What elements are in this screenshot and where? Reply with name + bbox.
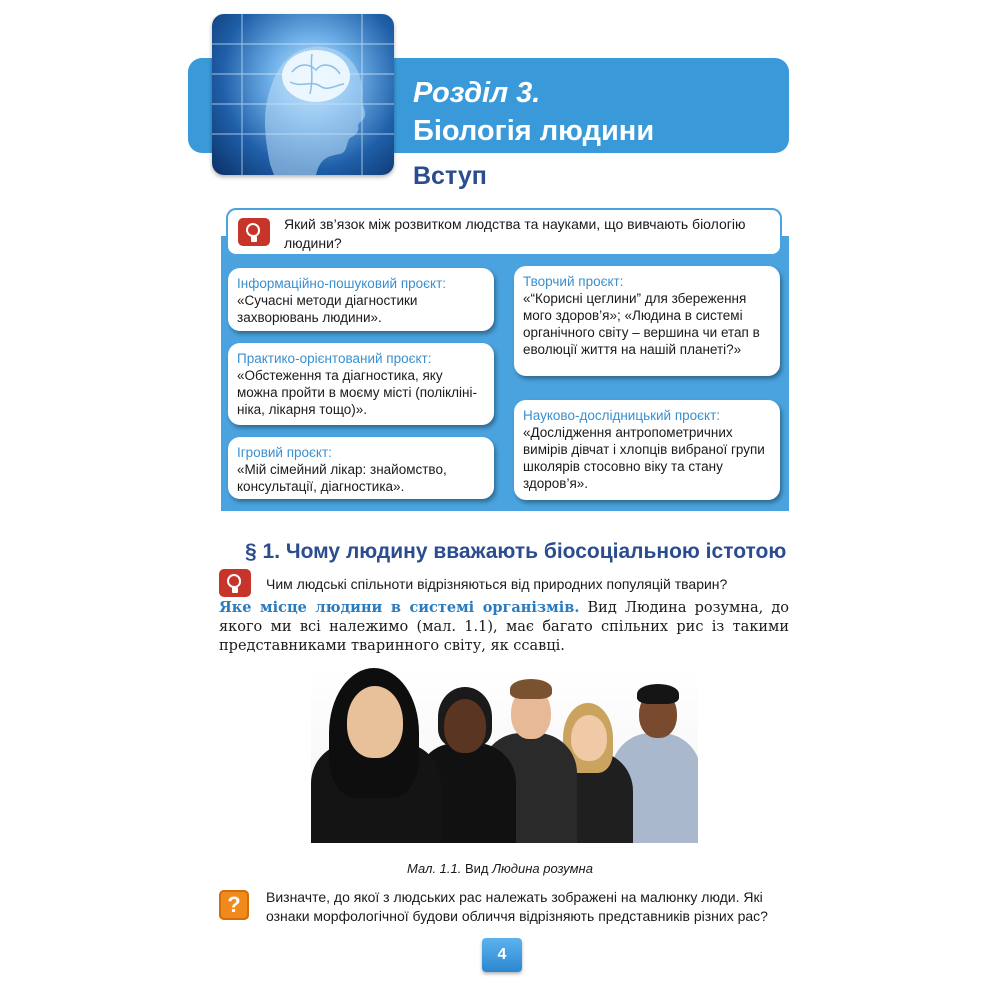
caption-prefix: Мал. 1.1.	[407, 861, 462, 876]
brain-head-icon	[212, 14, 394, 175]
section-title: § 1. Чому людину вважають біосоціальною істотою	[245, 540, 787, 563]
chapter-name: Біологія людини	[413, 115, 655, 147]
figure-caption	[0, 861, 1000, 876]
project-card-info-search	[228, 268, 494, 331]
project-body: «Сучасні методи діагностики захворювань людини».	[237, 293, 418, 325]
task-text: Визначте, до якої з людських рас належать зображені на малюнку люди. Які ознаки морфологічної будови обличчя відрізняють представників різних рас?	[266, 889, 768, 924]
paragraph-lead: Яке місце людини в системі організмів.	[219, 599, 580, 616]
chapter-title	[413, 74, 654, 150]
project-title: Творчий проєкт:	[523, 274, 624, 289]
paragraph-text: Вид Людина розумна, до якого ми всі належимо (мал. 1.1), має багато спільних рис із такими представниками тваринного світу, як ссавці.	[219, 600, 789, 654]
question-head-icon	[238, 218, 270, 246]
project-card-research	[514, 400, 780, 500]
figure-photo	[311, 668, 698, 843]
question-mark-icon: ?	[219, 890, 249, 920]
project-body: «Обстеження та діагностика, яку можна пройти в моєму місті (полікліні-ніка, лікарня тощо)».	[237, 368, 478, 417]
intro-question-text: Який зв’язок між розвитком людства та науками, що вивчають біологію людини?	[284, 216, 746, 251]
project-body: «“Корисні цеглини” для збереження мого здоров’я»; «Людина в системі органічного світу – вершина чи етап в еволюції життя на нашій планеті?»	[523, 291, 760, 357]
page-number: 4	[482, 938, 522, 972]
project-title: Науково-дослідницький проєкт:	[523, 408, 721, 423]
project-title: Практико-орієнтований проєкт:	[237, 351, 432, 366]
project-card-practice	[228, 343, 494, 425]
chapter-number: Розділ 3.	[413, 77, 541, 109]
caption-name: Людина розумна	[492, 861, 593, 876]
caption-text: Вид	[461, 861, 493, 876]
project-card-creative	[514, 266, 780, 376]
question-head-icon	[219, 569, 251, 597]
intro-title: Вступ	[413, 162, 487, 190]
project-body: «Дослідження антропометричних вимірів дівчат і хлопців вибраної групи школярів стосовно віку та стану здоров’я».	[523, 425, 765, 491]
project-title: Ігровий проєкт:	[237, 445, 332, 460]
intro-question-box	[226, 208, 782, 256]
body-paragraph	[219, 598, 789, 656]
person-figure	[311, 668, 441, 843]
project-body: «Мій сімейний лікар: знайомство, консультації, діагностика».	[237, 462, 447, 494]
section-question: Чим людські спільноти відрізняються від природних популяцій тварин?	[266, 576, 728, 592]
project-card-game	[228, 437, 494, 499]
project-title: Інформаційно-пошуковий проєкт:	[237, 276, 447, 291]
